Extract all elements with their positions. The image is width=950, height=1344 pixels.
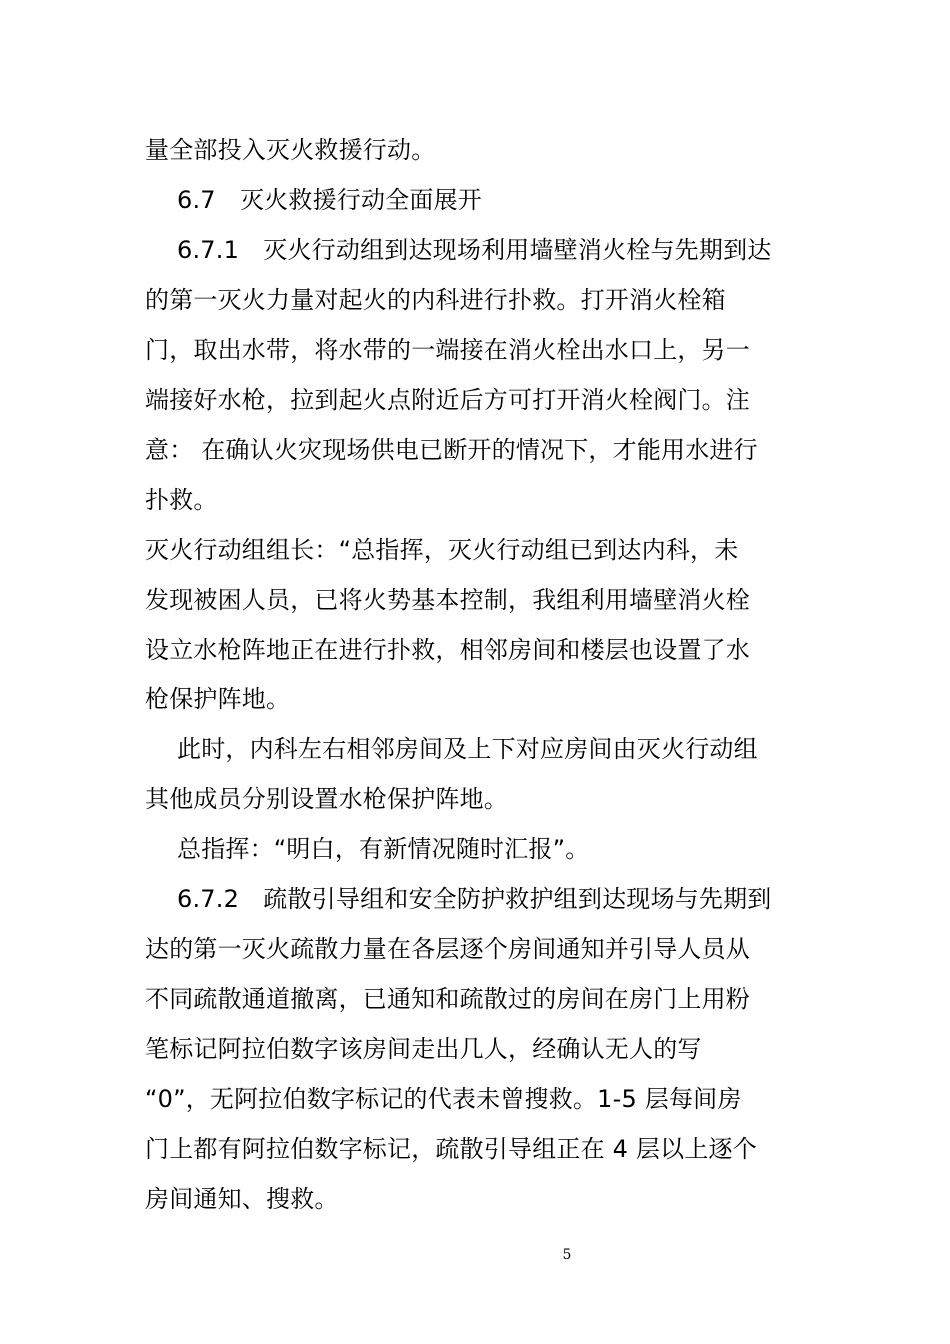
- text-line: 枪保护阵地。: [145, 685, 291, 713]
- page-number: 5: [562, 1247, 572, 1263]
- text-line: 的第一灭火力量对起火的内科进行扑救。打开消火栓箱: [145, 286, 726, 314]
- text-line: 设立水枪阵地正在进行扑救，相邻房间和楼层也设置了水: [145, 636, 750, 664]
- text-line: 意： 在确认火灾现场供电已断开的情况下，才能用水进行: [145, 436, 758, 464]
- section-heading: 6.7.2 疏散引导组和安全防护救护组到达现场与先期到: [177, 885, 772, 913]
- text-line: 其他成员分别设置水枪保护阵地。: [145, 785, 508, 813]
- text-line: 此时，内科左右相邻房间及上下对应房间由灭火行动组: [177, 735, 758, 763]
- text-line: 门上都有阿拉伯数字标记，疏散引导组正在 4 层以上逐个: [145, 1135, 757, 1163]
- section-heading: 6.7 灭火救援行动全面展开: [177, 186, 482, 214]
- text-line: 门，取出水带，将水带的一端接在消火栓出水口上，另一: [145, 336, 750, 364]
- text-line: 量全部投入灭火救援行动。: [145, 136, 436, 164]
- text-line: 不同疏散通道撤离，已通知和疏散过的房间在房门上用粉: [145, 985, 750, 1013]
- text-line: 扑救。: [145, 486, 218, 514]
- text-line: 达的第一灭火疏散力量在各层逐个房间通知并引导人员从: [145, 935, 750, 963]
- text-line: 6.7.1 灭火行动组到达现场利用墙壁消火栓与先期到达: [177, 236, 772, 264]
- text-line: “0”，无阿拉伯数字标记的代表未曾搜救。1-5 层每间房: [145, 1085, 742, 1113]
- text-line: 总指挥：“明白，有新情况随时汇报”。: [177, 835, 590, 863]
- text-line: 端接好水枪，拉到起火点附近后方可打开消火栓阀门。注: [145, 386, 750, 414]
- text-line: 灭火行动组组长：“总指挥，灭火行动组已到达内科，未: [145, 536, 739, 564]
- text-line: 发现被困人员，已将火势基本控制，我组利用墙壁消火栓: [145, 586, 750, 614]
- text-line: 房间通知、搜救。: [145, 1185, 339, 1213]
- text-line: 笔标记阿拉伯数字该房间走出几人，经确认无人的写: [145, 1035, 702, 1063]
